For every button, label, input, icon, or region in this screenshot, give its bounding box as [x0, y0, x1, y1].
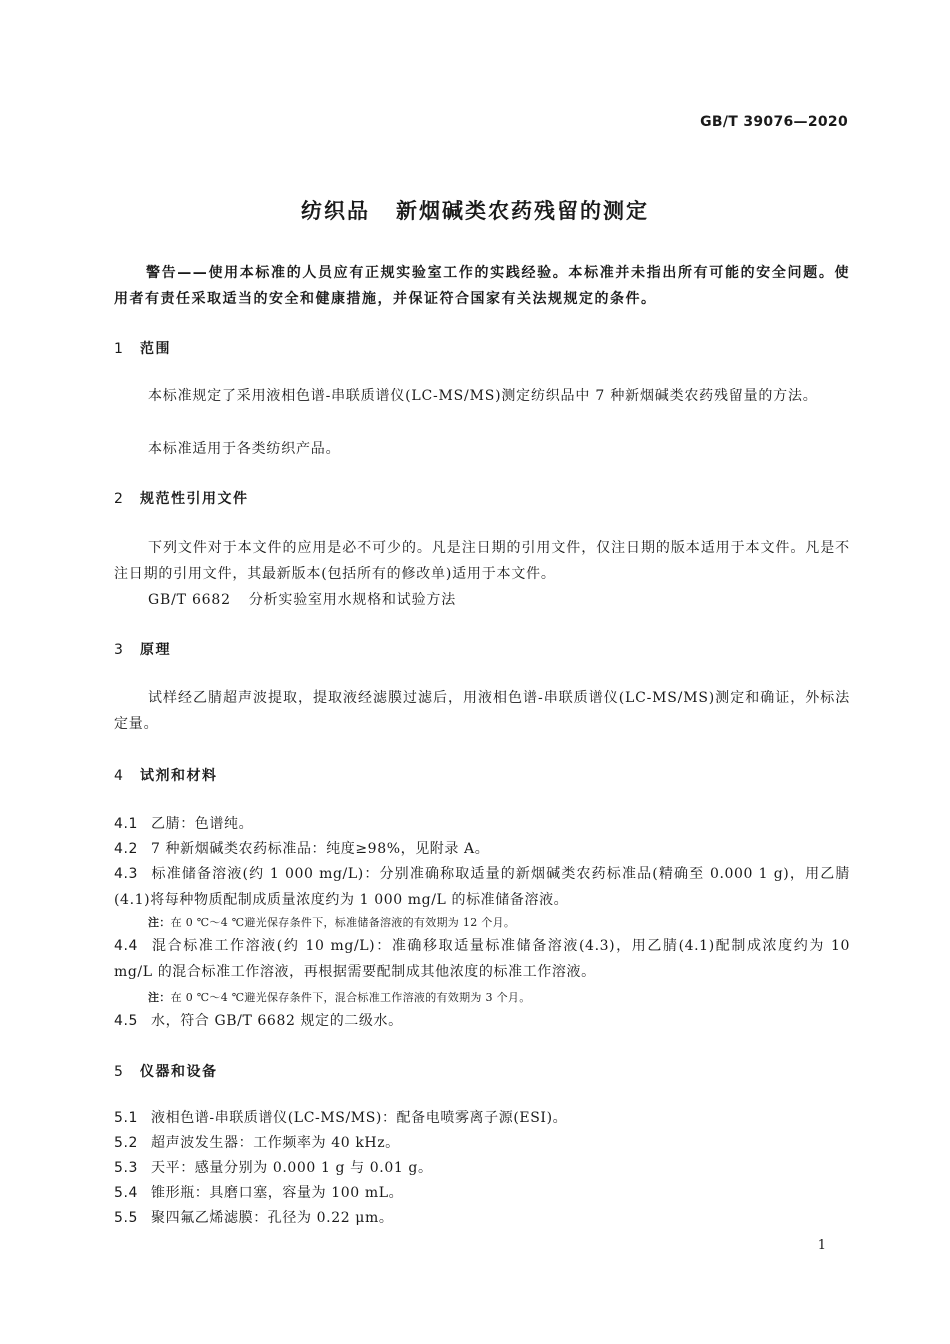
section-1-heading [114, 338, 171, 358]
section-5-heading [114, 1061, 218, 1081]
section-1-title: 范围 [140, 341, 171, 357]
section-2-heading [114, 488, 249, 508]
standard-number: GB/T 39076—2020 [700, 114, 848, 130]
item-4-1: 4.1 乙腈：色谱纯。 [114, 816, 254, 832]
section-2-paragraph: 下列文件对于本文件的应用是必不可少的。凡是注日期的引用文件，仅注日期的版本适用于本文件。凡是不注日期的引用文件，其最新版本(包括所有的修改单)适用于本文件。 [114, 540, 850, 582]
section-2-title: 规范性引用文件 [140, 491, 249, 507]
reference-code: GB/T 6682 [148, 592, 231, 608]
section-5-title: 仪器和设备 [140, 1064, 218, 1080]
item-5-3: 5.3 天平：感量分别为 0.000 1 g 与 0.01 g。 [114, 1160, 433, 1176]
section-5-number: 5 [114, 1064, 125, 1080]
warning-paragraph: 警告——使用本标准的人员应有正规实验室工作的实践经验。本标准并未指出所有可能的安全问题。使用者有责任采取适当的安全和健康措施，并保证符合国家有关法规规定的条件。 [114, 265, 850, 307]
item-5-2: 5.2 超声波发生器：工作频率为 40 kHz。 [114, 1135, 400, 1151]
note-4-4: 注：在 0 ℃～4 ℃避光保存条件下，混合标准工作溶液的有效期为 3 个月。 [148, 991, 531, 1004]
section-3-number: 3 [114, 642, 125, 658]
title-part-1: 纺织品 [301, 199, 370, 223]
section-1-paragraph-1: 本标准规定了采用液相色谱-串联质谱仪(LC-MS/MS)测定纺织品中 7 种新烟碱类农药残留量的方法。 [148, 388, 818, 404]
note-4-3: 注：在 0 ℃～4 ℃避光保存条件下，标准储备溶液的有效期为 12 个月。 [148, 916, 516, 929]
normative-reference [148, 589, 456, 609]
reference-title: 分析实验室用水规格和试验方法 [248, 592, 457, 608]
section-3-title: 原理 [140, 642, 171, 658]
item-5-1: 5.1 液相色谱-串联质谱仪(LC-MS/MS)：配备电喷雾离子源(ESI)。 [114, 1110, 568, 1126]
document-title [0, 195, 950, 225]
section-1-paragraph-2: 本标准适用于各类纺织产品。 [148, 441, 341, 457]
item-4-4: 4.4 混合标准工作溶液(约 10 mg/L)：准确移取适量标准储备溶液(4.3)，用乙腈(4.1)配制成浓度约为 10 mg/L 的混合标准工作溶液，再根据需要配制成其他浓度的标准工作溶液。 [114, 938, 850, 980]
section-1-number: 1 [114, 341, 125, 357]
section-4-heading [114, 765, 218, 785]
item-5-5: 5.5 聚四氟乙烯滤膜：孔径为 0.22 μm。 [114, 1210, 394, 1226]
item-5-4: 5.4 锥形瓶：具磨口塞，容量为 100 mL。 [114, 1185, 404, 1201]
title-part-2: 新烟碱类农药残留的测定 [396, 199, 649, 223]
section-4-title: 试剂和材料 [140, 768, 218, 784]
item-4-2: 4.2 7 种新烟碱类农药标准品：纯度≥98%，见附录 A。 [114, 841, 490, 857]
section-4-number: 4 [114, 768, 125, 784]
page-number: 1 [817, 1238, 826, 1253]
item-4-5: 4.5 水，符合 GB/T 6682 规定的二级水。 [114, 1013, 403, 1029]
section-3-heading [114, 639, 171, 659]
item-4-3: 4.3 标准储备溶液(约 1 000 mg/L)：分别准确称取适量的新烟碱类农药标准品(精确至 0.000 1 g)，用乙腈(4.1)将每种物质配制成质量浓度约为 1 000 mg/L 的标准储备溶液。 [114, 866, 850, 908]
section-2-number: 2 [114, 491, 125, 507]
section-3-paragraph: 试样经乙腈超声波提取，提取液经滤膜过滤后，用液相色谱-串联质谱仪(LC-MS/MS)测定和确证，外标法定量。 [114, 690, 850, 732]
